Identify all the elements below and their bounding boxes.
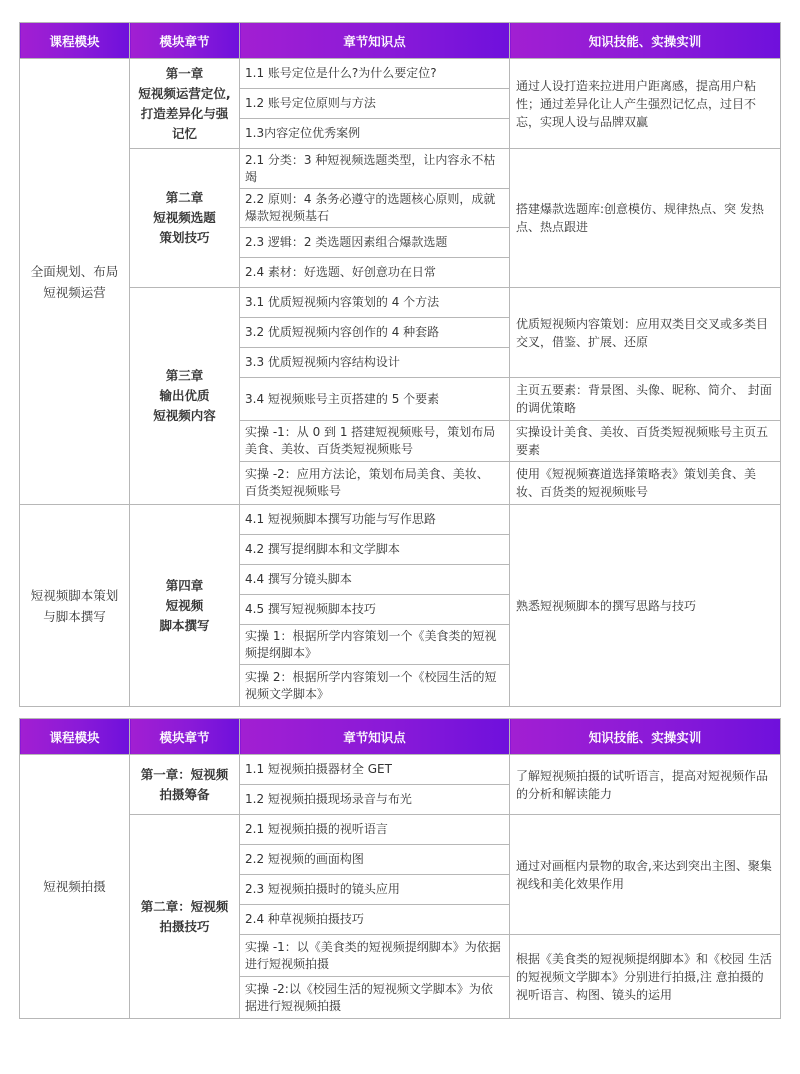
chapter-cell: 第三章 输出优质 短视频内容 <box>130 288 240 505</box>
skill-cell: 熟悉短视频脚本的撰写思路与技巧 <box>510 505 781 707</box>
knowledge-point: 1.2 短视频拍摄现场录音与布光 <box>240 785 510 815</box>
header-skills: 知识技能、实操实训 <box>510 719 781 755</box>
header-skills: 知识技能、实操实训 <box>510 23 781 59</box>
knowledge-point: 3.1 优质短视频内容策划的 4 个方法 <box>240 288 510 318</box>
header-points: 章节知识点 <box>240 23 510 59</box>
knowledge-point: 4.2 撰写提纲脚本和文学脚本 <box>240 535 510 565</box>
knowledge-point: 1.3内容定位优秀案例 <box>240 119 510 149</box>
header-chapter: 模块章节 <box>130 23 240 59</box>
knowledge-point: 2.4 种草视频拍摄技巧 <box>240 905 510 935</box>
knowledge-point: 实操 -1：从 0 到 1 搭建短视频账号，策划布局美食、美妆、百货类短视频账号 <box>240 421 510 462</box>
chapter-cell: 第二章 短视频选题 策划技巧 <box>130 149 240 288</box>
skill-cell: 搭建爆款选题库:创意模仿、规律热点、突 发热点、热点跟进 <box>510 149 781 288</box>
table-row <box>20 755 781 785</box>
header-points: 章节知识点 <box>240 719 510 755</box>
header-chapter: 模块章节 <box>130 719 240 755</box>
table-header-row <box>20 719 781 755</box>
skill-cell: 了解短视频拍摄的试听语言，提高对短视频作品的分析和解读能力 <box>510 755 781 815</box>
skill-cell: 实操设计美食、美妆、百货类短视频账号主页五要素 <box>510 421 781 462</box>
chapter-cell: 第一章 短视频运营定位, 打造差异化与强 记忆 <box>130 59 240 149</box>
chapter-cell: 第一章：短视频 拍摄筹备 <box>130 755 240 815</box>
knowledge-point: 2.2 原则：4 条务必遵守的选题核心原则，成就爆款短视频基石 <box>240 189 510 228</box>
table-row <box>20 288 781 318</box>
knowledge-point: 4.1 短视频脚本撰写功能与写作思路 <box>240 505 510 535</box>
module-cell: 全面规划、布局 短视频运营 <box>20 59 130 505</box>
knowledge-point: 实操 1：根据所学内容策划一个《美食类的短视频提纲脚本》 <box>240 625 510 665</box>
header-module: 课程模块 <box>20 719 130 755</box>
skill-cell: 通过人设打造来拉进用户距离感，提高用户粘性；通过差异化让人产生强烈记忆点，过目不忘，实现人设与品牌双赢 <box>510 59 781 149</box>
module-cell: 短视频拍摄 <box>20 755 130 1019</box>
knowledge-point: 2.4 素材：好选题、好创意功在日常 <box>240 258 510 288</box>
knowledge-point: 2.1 分类：3 种短视频选题类型，让内容永不枯竭 <box>240 149 510 189</box>
table-header-row <box>20 23 781 59</box>
knowledge-point: 2.2 短视频的画面构图 <box>240 845 510 875</box>
knowledge-point: 1.2 账号定位原则与方法 <box>240 89 510 119</box>
skill-cell: 优质短视频内容策划：应用双类目交叉或多类目交叉，借鉴、扩展、还原 <box>510 288 781 378</box>
curriculum-table-2 <box>19 718 781 1019</box>
skill-cell: 根据《美食类的短视频提纲脚本》和《校园 生活的短视频文学脚本》分别进行拍摄,注 意拍摄的视听语言、构图、镜头的运用 <box>510 935 781 1019</box>
knowledge-point: 3.4 短视频账号主页搭建的 5 个要素 <box>240 378 510 421</box>
chapter-cell: 第四章 短视频 脚本撰写 <box>130 505 240 707</box>
knowledge-point: 2.3 短视频拍摄时的镜头应用 <box>240 875 510 905</box>
knowledge-point: 1.1 短视频拍摄器材全 GET <box>240 755 510 785</box>
table-row <box>20 505 781 535</box>
knowledge-point: 实操 -2:以《校园生活的短视频文学脚本》为依据进行短视频拍摄 <box>240 977 510 1019</box>
knowledge-point: 实操 -1：以《美食类的短视频提纲脚本》为依据进行短视频拍摄 <box>240 935 510 977</box>
skill-cell: 通过对画框内景物的取舍,来达到突出主图、聚集视线和美化效果作用 <box>510 815 781 935</box>
knowledge-point: 4.5 撰写短视频脚本技巧 <box>240 595 510 625</box>
knowledge-point: 3.3 优质短视频内容结构设计 <box>240 348 510 378</box>
curriculum-table-1 <box>19 22 781 707</box>
table-row <box>20 59 781 89</box>
knowledge-point: 3.2 优质短视频内容创作的 4 种套路 <box>240 318 510 348</box>
knowledge-point: 2.3 逻辑：2 类选题因素组合爆款选题 <box>240 228 510 258</box>
table-row <box>20 149 781 189</box>
table-row <box>20 815 781 845</box>
skill-cell: 使用《短视频赛道选择策略表》策划美食、美妆、百货类的短视频账号 <box>510 462 781 505</box>
header-module: 课程模块 <box>20 23 130 59</box>
chapter-cell: 第二章：短视频 拍摄技巧 <box>130 815 240 1019</box>
knowledge-point: 2.1 短视频拍摄的视听语言 <box>240 815 510 845</box>
module-cell: 短视频脚本策划 与脚本撰写 <box>20 505 130 707</box>
knowledge-point: 1.1 账号定位是什么?为什么要定位? <box>240 59 510 89</box>
knowledge-point: 实操 -2：应用方法论，策划布局美食、美妆、 百货类短视频账号 <box>240 462 510 505</box>
knowledge-point: 4.4 撰写分镜头脚本 <box>240 565 510 595</box>
knowledge-point: 实操 2：根据所学内容策划一个《校园生活的短视频文学脚本》 <box>240 665 510 707</box>
skill-cell: 主页五要素：背景图、头像、昵称、简介、 封面的调优策略 <box>510 378 781 421</box>
